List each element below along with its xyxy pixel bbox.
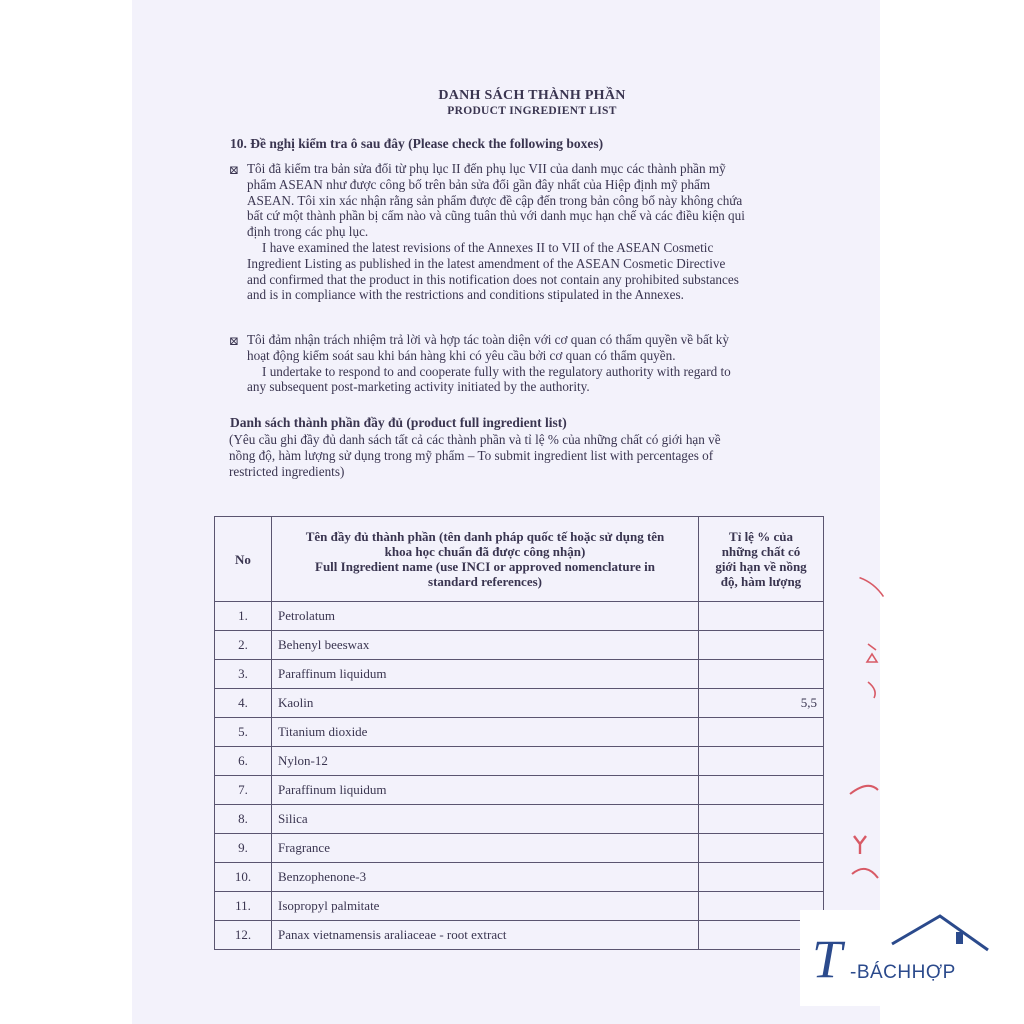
text-line: I undertake to respond to and cooperate fully with the regulatory authority with regard to [262,363,731,379]
stamp-fragment [848,782,880,887]
percentage-value [699,602,824,631]
table-row [215,863,824,892]
row-number: 1. [215,602,272,631]
header-line: khoa học chuẩn đã được công nhận) [384,544,586,559]
ingredient-name: Behenyl beeswax [272,631,699,660]
percentage-value [699,834,824,863]
declaration-item-1 [247,161,810,303]
table-row [215,718,824,747]
header-line: Full Ingredient name (use INCI or approved nomenclature in [315,559,655,574]
ingredient-name: Kaolin [272,689,699,718]
row-number: 5. [215,718,272,747]
row-number: 10. [215,863,272,892]
ingredient-name: Nylon-12 [272,747,699,776]
section-10-heading: 10. Đề nghị kiểm tra ô sau đây (Please check the following boxes) [230,136,604,151]
ingredient-name: Titanium dioxide [272,718,699,747]
ingredient-name: Benzophenone-3 [272,863,699,892]
percentage-value [699,747,824,776]
percentage-value [699,776,824,805]
document-title-en: PRODUCT INGREDIENT LIST [447,105,617,117]
table-row [215,776,824,805]
table-row [215,747,824,776]
column-header-percentage [699,517,824,602]
stamp-seal-icon [848,782,880,882]
ingredient-name: Paraffinum liquidum [272,776,699,805]
text-line: (Yêu cầu ghi đầy đủ danh sách tất cả các thành phần và tỉ lệ % của những chất có giới hạn về [229,432,721,447]
table-row [215,631,824,660]
ingredient-name: Panax vietnamensis araliaceae - root extract [272,921,699,950]
stamp-fragment [864,640,880,703]
row-number: 3. [215,660,272,689]
row-number: 6. [215,747,272,776]
header-line: độ, hàm lượng [720,574,802,589]
text-line: I have examined the latest revisions of the Annexes II to VII of the ASEAN Cosmetic [262,239,714,255]
percentage-value [699,660,824,689]
column-header-no: No [215,517,272,602]
text-line: bất cứ một thành phần bị cấm nào và cũng tuân thủ với danh mục hạn chế và các điều kiện qui [247,208,745,224]
table-header-row [215,517,824,602]
percentage-value [699,718,824,747]
checked-box-icon: ⊠ [229,334,240,348]
header-line: standard references) [428,574,542,589]
checked-box-icon: ⊠ [229,163,240,177]
text-line: phẩm ASEAN như được công bố trên bản sửa đổi gần đây nhất của Hiệp định mỹ phẩm [247,176,711,192]
header-line: những chất có [721,544,801,559]
percentage-value [699,631,824,660]
percentage-value [699,863,824,892]
logo-text: -BÁCHHỢP [850,962,956,983]
text-line: định trong các phụ lục. [247,224,369,240]
text-line: Tôi đảm nhận trách nhiệm trả lời và hợp tác toàn diện với cơ quan có thẩm quyền về bất kỳ [247,332,729,347]
ingredient-name: Isopropyl palmitate [272,892,699,921]
full-list-note [229,432,810,479]
table-row [215,805,824,834]
table-row [215,602,824,631]
text-line: restricted ingredients) [229,463,345,479]
header-line: Tỉ lệ % của [729,529,793,544]
percentage-value: 5,5 [699,689,824,718]
row-number: 8. [215,805,272,834]
row-number: 12. [215,921,272,950]
ingredient-name: Petrolatum [272,602,699,631]
row-number: 11. [215,892,272,921]
ingredient-name: Silica [272,805,699,834]
text-line: any subsequent post-marketing activity initiated by the authority. [247,379,590,395]
table-row [215,921,824,950]
row-number: 2. [215,631,272,660]
ingredient-name: Paraffinum liquidum [272,660,699,689]
text-line: hoạt động kiểm soát sau khi bán hàng khi có yêu cầu bởi cơ quan có thẩm quyền. [247,347,676,363]
row-number: 9. [215,834,272,863]
logo-letter: T [812,929,843,989]
row-number: 4. [215,689,272,718]
full-list-heading: Danh sách thành phần đầy đủ (product full ingredient list) [230,415,567,430]
column-header-ingredient-name [272,517,699,602]
text-line: ASEAN. Tôi xin xác nhận rằng sản phẩm được đề cập đến trong bản công bố này không chứa [247,192,743,208]
text-line: Ingredient Listing as published in the latest amendment of the ASEAN Cosmetic Directive [247,255,726,271]
table-row [215,834,824,863]
ingredient-name: Fragrance [272,834,699,863]
text-line: Tôi đã kiểm tra bản sửa đổi từ phụ lục II đến phụ lục VII của danh mục các thành phần mỹ [247,161,726,176]
document-title-vi: DANH SÁCH THÀNH PHẦN [438,88,626,103]
text-line: and confirmed that the product in this notification does not contain any prohibited substances [247,271,739,287]
table-row [215,689,824,718]
declaration-item-2 [247,332,810,395]
table-row [215,892,824,921]
text-line: nồng độ, hàm lượng sử dụng trong mỹ phẩm – To submit ingredient list with percentages of [229,447,714,463]
header-line: Tên đầy đủ thành phần (tên danh pháp quốc tế hoặc sử dụng tên [305,529,665,544]
row-number: 7. [215,776,272,805]
ingredient-table [214,516,824,950]
header-line: giới hạn về nồng [715,559,807,574]
text-line: and is in compliance with the restrictions and conditions stipulated in the Annexes. [247,287,684,303]
brand-logo [800,910,1008,1006]
table-row [215,660,824,689]
stamp-arc-icon [864,640,880,700]
percentage-value [699,805,824,834]
